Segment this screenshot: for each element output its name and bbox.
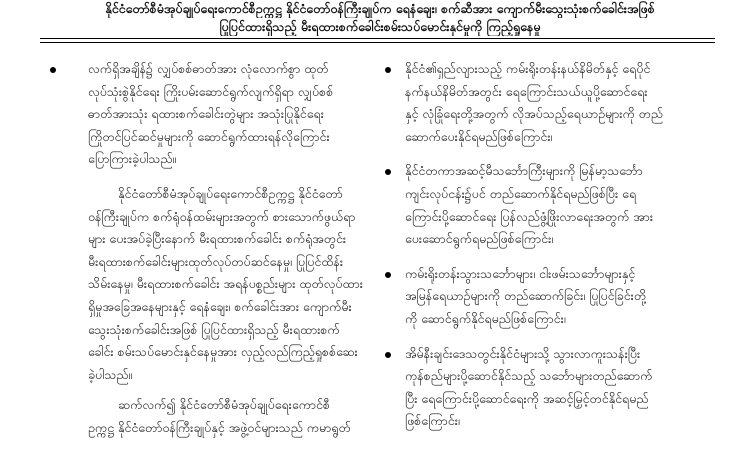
- heading-line: ပြုပြင်ထားရှိသည့် မီးရထားစက်ခေါင်းစမ်းသပ်မောင်းနှင်မှုကို ကြည့်ရှုနေမှု: [219, 19, 541, 34]
- text-line: ပေးဆောင်ရွက်ရမည်ဖြစ်ကြောင်း၊: [405, 231, 554, 247]
- bullet-dot: [385, 169, 391, 175]
- bullet-item: [377, 343, 717, 433]
- text-line: နက်နယ်နိမိတ်အတွင်း ရေကြောင်းသယ်ယူပို့ဆောင်ရေး: [405, 83, 648, 99]
- text-line: လက်ရှိအချိန်၌ လျှပ်စစ်ဓာတ်အား လုံလောက်စွာ ထုတ်: [88, 61, 329, 76]
- bullet-dot: [385, 67, 391, 73]
- heading-line: နိုင်ငံတော်စီမံအုပ်ချုပ်ရေးကောင်စီဥက္ကဋ္ဌ နိုင်ငံတော်ဝန်ကြီးချုပ်က ရေနံချေး၊ စက်ဆီအား ကျောက်မီးသွေးသုံးစက်ခေါင်းအဖြစ်: [105, 1, 655, 16]
- paragraph: [40, 183, 370, 386]
- text-line: နှင့် လုံခြုံရေးတို့အတွက် လိုအပ်သည့်ရေယာဉ်များကို တည်: [405, 106, 663, 122]
- left-column: [40, 58, 370, 448]
- text-line: ကြောင်းပို့ဆောင်ရေး ပြန်လည်ဖွံ့ဖြိုးလာရေးအတွက် အား: [405, 208, 653, 224]
- bullet-item: [377, 160, 717, 250]
- text-line: ကို ဆောင်ရွက်နိုင်ရမည်ဖြစ်ကြောင်း၊: [405, 310, 566, 326]
- text-line: ပြီး ရေကြောင်းပို့ဆောင်ရေးကို အဆင့်မြှင့်တင်နိုင်ရမည်: [405, 390, 649, 406]
- page-heading: [55, 0, 705, 36]
- bullet-dot: [385, 272, 391, 278]
- text-line: ရှိမှုအခြေအနေများနှင့် ရေနံချေး၊ စက်ခေါင်းအား ကျောက်မီး: [88, 298, 352, 314]
- bullet-item: [40, 58, 370, 171]
- paragraph: [40, 394, 370, 439]
- text-line: ပြောကြားခဲ့ပါသည်။: [88, 151, 177, 167]
- text-line: ကမ်းရိုးတန်းသွားသင်္ဘောများ၊ ငါးဖမ်းသင်္ဘောများနှင့်: [405, 265, 636, 281]
- bullet-dot: [385, 352, 391, 358]
- text-line: ကျင်းလုပ်ငန်း၌ပင် တည်ဆောက်နိုင်ရမည်ဖြစ်ပြီး ရေ: [405, 185, 637, 201]
- bullet-dot: [50, 67, 56, 73]
- text-line: ဝန်ကြီးချုပ်က စက်ရုံဝန်ထမ်းများအတွက် စားသောက်ဖွယ်ရာ: [88, 208, 356, 224]
- text-line: နိုင်ငံတကာအဆင့်မီသင်္ဘောကြီးများကို မြန်မာ့သင်္ဘော: [405, 163, 643, 179]
- text-line: ခေါင်း စမ်းသပ်မောင်းနှင်နေမှုအား လှည့်လည်ကြည့်ရှုစစ်ဆေး: [88, 344, 358, 360]
- text-line: ဆောက်ပေးနိုင်ရမည်ဖြစ်ကြောင်း၊: [405, 128, 553, 144]
- text-line: ခဲ့ပါသည်။: [88, 366, 133, 382]
- text-line: သိမ်းနေမှု၊ မီးရထားစက်ခေါင်း အရန်ပစ္စည်းများ ထုတ်လုပ်ထား: [88, 276, 363, 292]
- text-line: ကြိုတင်ပြင်ဆင်မှုများကို ဆောင်ရွက်ထားရန်လိုကြောင်း: [88, 128, 330, 144]
- text-line: နိုင်ငံတော်စီမံအုပ်ချုပ်ရေးကောင်စီဥက္ကဋ္ဌ နိုင်ငံတော်: [118, 185, 343, 201]
- bullet-item: [377, 263, 717, 331]
- text-line: မီးရထားစက်ခေါင်းများထုတ်လုပ်တပ်ဆင်နေမှု၊ ပြုပြင်ထိန်း: [88, 253, 344, 269]
- text-line: များ ပေးအပ်ခဲ့ပြီးနောက် မီးရထားစက်ခေါင်း စက်ရုံအတွင်း: [88, 231, 347, 247]
- text-line: ဓာတ်အားသုံး ရထားစက်ခေါင်းတွဲများ အသုံးပြုနိုင်ရေး: [88, 106, 324, 122]
- text-line: ကုန်စည်များပို့ဆောင်နိုင်သည့် သင်္ဘောများတည်ဆောက်: [405, 368, 653, 384]
- text-line: ဆက်လက်၍ နိုင်ငံတော်စီမံအုပ်ချုပ်ရေးကောင်စီ: [118, 397, 330, 413]
- heading-rule-top: [40, 38, 715, 39]
- text-line: လုပ်သုံးစွဲနိုင်ရေး ကြိုးပမ်းဆောင်ရွက်လျက်ရှိရာ လျှပ်စစ်: [88, 83, 334, 99]
- heading-rule-bottom: [40, 42, 715, 43]
- bullet-item: [377, 58, 717, 148]
- text-line: အိမ်နီးချင်းဒေသတွင်းနိုင်ငံများသို့ သွားလာကူးသန်းပြီး: [405, 345, 641, 361]
- text-line: သွေးသုံးစက်ခေါင်းအဖြစ် ပြုပြင်ထားရှိသည့် မီးရထားစက်: [88, 321, 340, 337]
- text-line: အမြန်ရေယာဉ်များကို တည်ဆောက်ခြင်း၊ ပြုပြင်ခြင်းတို့: [405, 288, 646, 304]
- text-line: ဖြစ်ကြောင်း၊: [405, 413, 460, 429]
- right-column: [377, 58, 717, 445]
- text-line: နိုင်ငံ၏ရှည်လျားသည့် ကမ်းရိုးတန်းနယ်နိမိတ်နှင့် ရေပိုင်: [405, 61, 651, 76]
- text-line: ဥက္ကဋ္ဌ နိုင်ငံတော်ဝန်ကြီးချုပ်နှင့် အဖွဲ့ဝင်များသည် ကမာရွတ်: [88, 419, 351, 435]
